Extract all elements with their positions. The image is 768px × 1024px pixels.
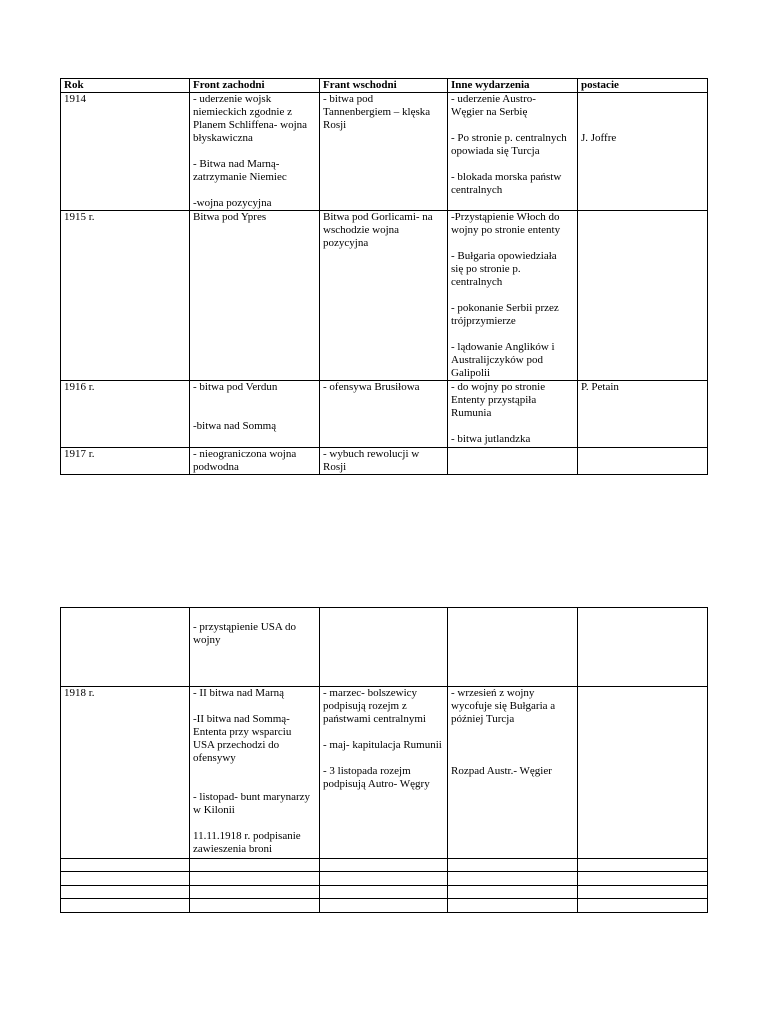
cell-front-zachodni: [190, 886, 320, 899]
cell-inne-wydarzenia: - uderzenie Austro- Węgier na Serbię - Po stronie p. centralnych opowiada się Turcja - blokada morska państw centralnych: [448, 93, 578, 211]
cell-postacie: [578, 687, 708, 859]
cell-front-wschodni: - bitwa pod Tannenbergiem – klęska Rosji: [320, 93, 448, 211]
cell-front-wschodni: [320, 859, 448, 872]
table-row-1917-continued: [61, 608, 708, 687]
table-row-1916: [61, 381, 708, 448]
cell-inne-wydarzenia: [448, 899, 578, 913]
cell-front-zachodni: - przystąpienie USA do wojny: [190, 608, 320, 687]
cell-front-zachodni: - II bitwa nad Marną -II bitwa nad Sommą- Ententa przy wsparciu USA przechodzi do ofensywy - listopad- bunt marynarzy w Kilonii 11.11.1918 r. podpisanie zawieszenia broni: [190, 687, 320, 859]
cell-inne-wydarzenia: [448, 448, 578, 475]
cell-front-zachodni: [190, 899, 320, 913]
cell-rok: [61, 608, 190, 687]
header-postacie: postacie: [578, 79, 708, 93]
cell-front-zachodni: Bitwa pod Ypres: [190, 211, 320, 381]
table-row-1914: [61, 93, 708, 211]
cell-front-zachodni: [190, 859, 320, 872]
cell-rok: [61, 899, 190, 913]
cell-rok: 1915 r.: [61, 211, 190, 381]
cell-postacie: [578, 608, 708, 687]
cell-inne-wydarzenia: [448, 872, 578, 886]
cell-postacie: J. Joffre: [578, 93, 708, 211]
cell-front-wschodni: [320, 872, 448, 886]
cell-front-wschodni: [320, 899, 448, 913]
table-row-1915: [61, 211, 708, 381]
header-row: [61, 79, 708, 93]
cell-rok: 1918 r.: [61, 687, 190, 859]
cell-postacie: [578, 211, 708, 381]
cell-inne-wydarzenia: - wrzesień z wojny wycofuje się Bułgaria a później Turcja Rozpad Austr.- Węgier: [448, 687, 578, 859]
cell-front-wschodni: [320, 886, 448, 899]
table-row-1918: [61, 687, 708, 859]
cell-postacie: [578, 886, 708, 899]
cell-rok: 1917 r.: [61, 448, 190, 475]
cell-front-zachodni: [190, 872, 320, 886]
cell-front-wschodni: - marzec- bolszewicy podpisują rozejm z państwami centralnymi - maj- kapitulacja Rumunii - 3 listopada rozejm podpisują Autro- Węgry: [320, 687, 448, 859]
cell-front-wschodni: Bitwa pod Gorlicami- na wschodzie wojna pozycyjna: [320, 211, 448, 381]
cell-front-wschodni: - wybuch rewolucji w Rosji: [320, 448, 448, 475]
cell-rok: 1916 r.: [61, 381, 190, 448]
cell-postacie: [578, 899, 708, 913]
table-row-empty: [61, 899, 708, 913]
table-row-1917: [61, 448, 708, 475]
header-front-zachodni: Front zachodni: [190, 79, 320, 93]
table-row-empty: [61, 886, 708, 899]
table-row-empty: [61, 872, 708, 886]
cell-rok: [61, 886, 190, 899]
cell-postacie: P. Petain: [578, 381, 708, 448]
cell-rok: [61, 872, 190, 886]
cell-inne-wydarzenia: [448, 886, 578, 899]
cell-front-zachodni: - bitwa pod Verdun -bitwa nad Sommą: [190, 381, 320, 448]
cell-front-wschodni: - ofensywa Brusiłowa: [320, 381, 448, 448]
cell-inne-wydarzenia: [448, 859, 578, 872]
header-inne-wydarzenia: Inne wydarzenia: [448, 79, 578, 93]
cell-inne-wydarzenia: - do wojny po stronie Ententy przystąpiła Rumunia - bitwa jutlandzka: [448, 381, 578, 448]
cell-front-zachodni: - uderzenie wojsk niemieckich zgodnie z Planem Schliffena- wojna błyskawiczna - Bitwa nad Marną- zatrzymanie Niemiec -wojna pozycyjna: [190, 93, 320, 211]
table-row-empty: [61, 859, 708, 872]
events-table-continued: [60, 607, 708, 913]
cell-postacie: [578, 859, 708, 872]
header-front-wschodni: Frant wschodni: [320, 79, 448, 93]
cell-front-zachodni: - nieograniczona wojna podwodna: [190, 448, 320, 475]
cell-rok: [61, 859, 190, 872]
cell-inne-wydarzenia: -Przystąpienie Włoch do wojny po stronie ententy - Bułgaria opowiedziała się po stronie p. centralnych - pokonanie Serbii przez trójprzymierze - lądowanie Anglików i Australijczyków pod Galipolii: [448, 211, 578, 381]
cell-postacie: [578, 448, 708, 475]
cell-rok: 1914: [61, 93, 190, 211]
events-table-1914-1917: [60, 78, 708, 475]
cell-postacie: [578, 872, 708, 886]
cell-front-wschodni: [320, 608, 448, 687]
cell-inne-wydarzenia: [448, 608, 578, 687]
header-rok: Rok: [61, 79, 190, 93]
